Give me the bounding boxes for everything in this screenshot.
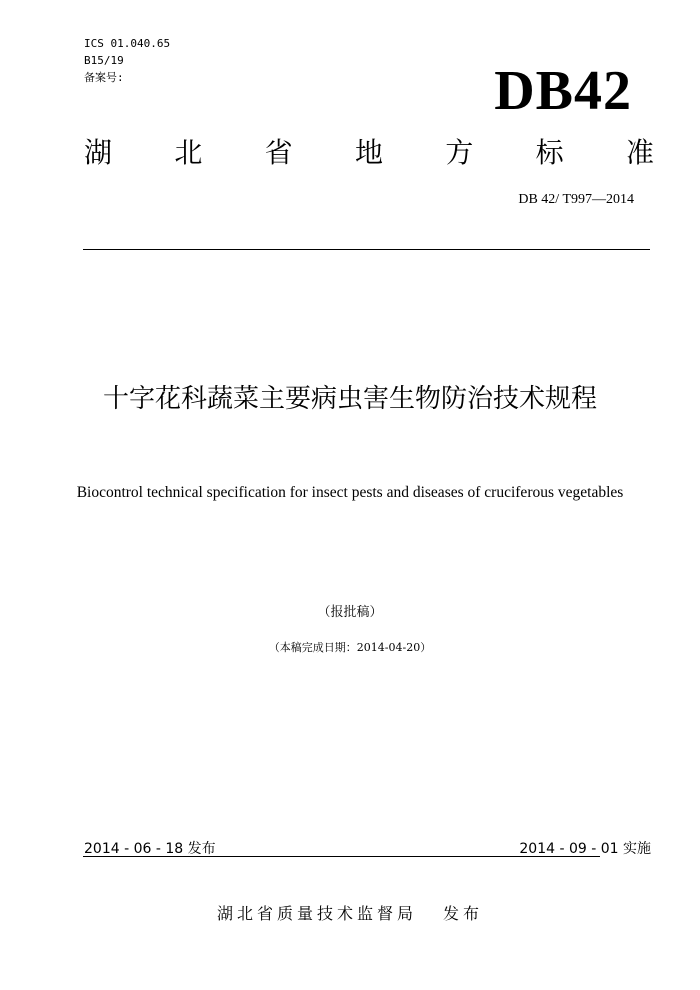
record-number-label: 备案号: [84, 71, 124, 84]
effective-date: 2014 - 09 - 01 实施 [519, 841, 651, 857]
footer-divider [83, 856, 600, 857]
standard-number: DB 42/ T997—2014 [518, 192, 634, 207]
standard-logo: DB42 [494, 60, 632, 122]
standard-type-char: 省 [264, 136, 293, 169]
publish-date: 2014 - 06 - 18 发布 [84, 841, 216, 857]
standard-type-char: 准 [625, 136, 654, 169]
standard-type-char: 标 [535, 136, 564, 169]
standard-type-char: 湖 [84, 136, 113, 169]
ics-code: ICS 01.040.65 [84, 37, 171, 50]
standard-type-char: 方 [445, 136, 474, 169]
issuer-name: 湖北省质量技术监督局 [216, 904, 417, 923]
classification-code: B15/19 [84, 54, 124, 67]
standard-type-heading [84, 136, 654, 170]
header-divider [83, 249, 650, 250]
issuer-line [0, 901, 700, 924]
draft-status: （报批稿） [317, 605, 383, 620]
standard-type-char: 地 [354, 136, 383, 169]
chinese-title: 十字花科蔬菜主要病虫害生物防治技术规程 [102, 384, 597, 414]
english-title: Biocontrol technical specification for insect pests and diseases of cruciferous vegetables [76, 484, 624, 501]
issuer-verb: 发布 [443, 904, 484, 923]
draft-completion-date: （本稿完成日期：2014-04-20） [268, 641, 432, 654]
standard-type-char: 北 [174, 136, 203, 169]
